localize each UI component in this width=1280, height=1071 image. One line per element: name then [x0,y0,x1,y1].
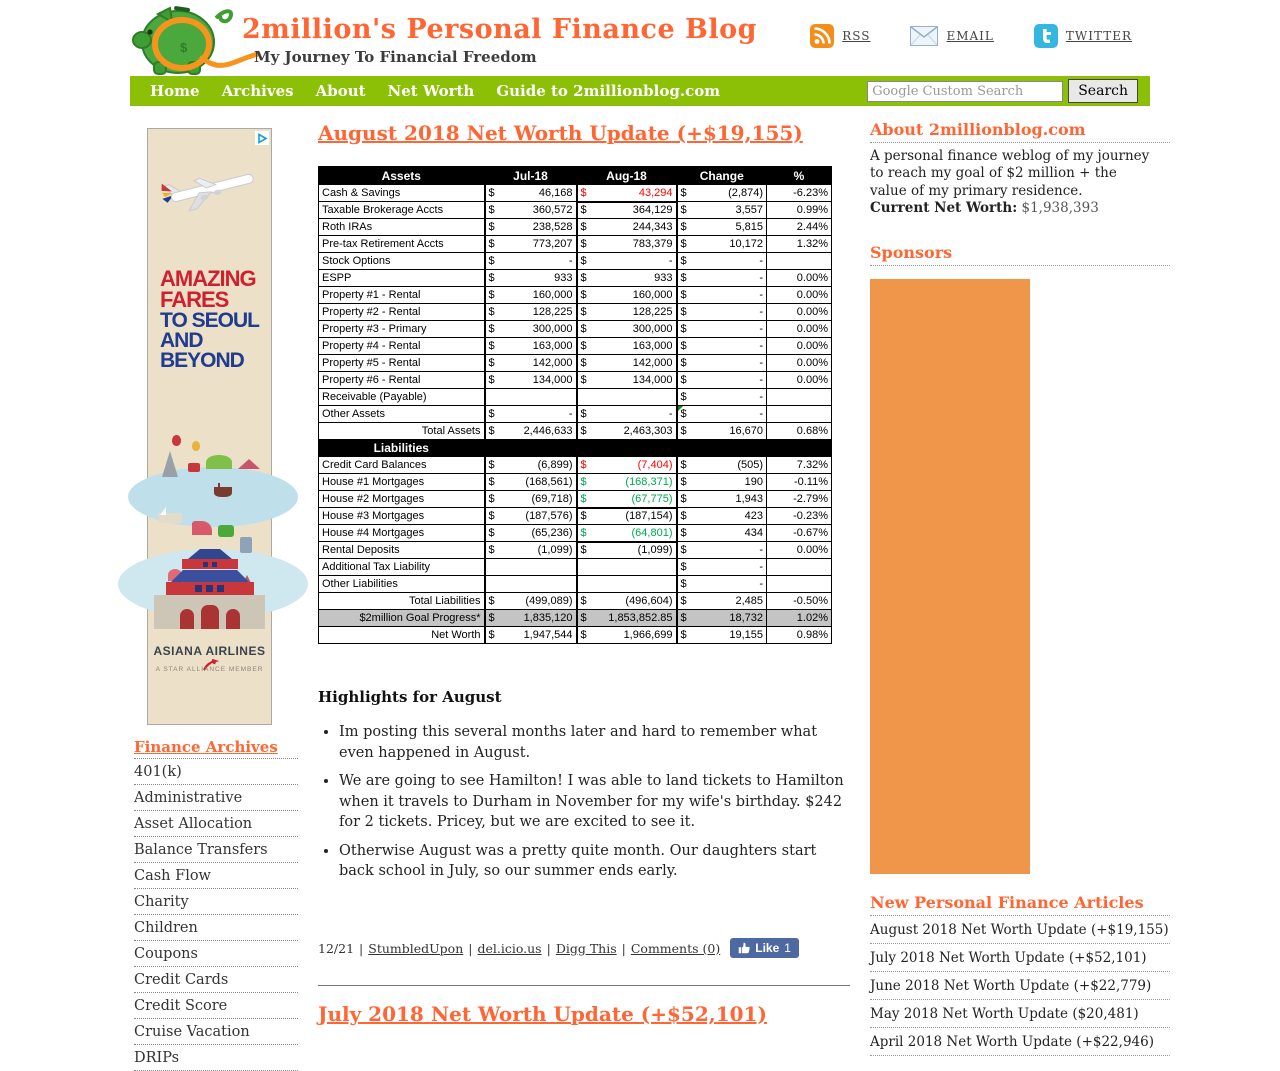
amount-cell: $ - [677,338,767,355]
amount-cell: $ 10,172 [677,236,767,253]
table-row [319,202,832,219]
amount-cell: $ 244,343 [577,219,677,236]
percent-cell: -0.50% [767,593,832,610]
table-row [319,185,832,202]
col-header-aug: Aug-18 [577,167,677,185]
ad-headline-line: BEYOND [160,348,244,372]
nav-item[interactable]: About [315,82,366,100]
amount-cell: $ (496,604) [577,593,677,610]
amount-cell: $ 5,815 [677,219,767,236]
col-header-pct: % [767,167,832,185]
post-title-august[interactable]: August 2018 Net Worth Update (+$19,155) [318,121,803,145]
row-label: Credit Card Balances [319,457,485,474]
left-sidebar [130,106,302,1071]
amount-cell: $ - [677,559,767,576]
articles-list [870,916,1170,1056]
finance-archive-item[interactable]: Credit Score [134,993,298,1019]
table-row [319,423,832,440]
piggy-bank-logo-svg [130,0,260,76]
search-input[interactable] [867,81,1063,102]
row-label: Total Liabilities [319,593,485,610]
percent-cell: 1.32% [767,236,832,253]
amount-cell: $ (69,718) [485,491,577,508]
share-link[interactable]: StumbledUpon [368,940,464,956]
amount-cell: $ 783,379 [577,236,677,253]
row-label: Other Assets [319,406,485,423]
current-net-worth [870,200,1170,216]
row-label: Property #1 - Rental [319,287,485,304]
separator: | [546,940,551,956]
table-row [319,236,832,253]
finance-archives [134,737,298,1071]
amount-cell: $ 19,155 [677,627,767,644]
percent-cell [767,253,832,270]
ad-headline-line: TO SEOUL [160,308,259,332]
finance-archives-list [134,759,298,1071]
amount-cell: $ (499,089) [485,593,577,610]
separator: | [359,940,364,956]
table-row [319,372,832,389]
sponsor-ad-placeholder[interactable] [870,279,1030,874]
nav-item[interactable]: Net Worth [387,82,475,100]
amount-cell: $ 1,853,852.85 [577,610,677,627]
finance-archive-item[interactable]: Coupons [134,941,298,967]
amount-cell: $ 160,000 [485,287,577,304]
amount-cell: $ - [677,253,767,270]
about-text: A personal finance weblog of my journey to reach my goal of $2 million + the value of my primary residence. [870,148,1150,199]
social-links [810,0,1150,48]
rss-link-group [810,24,870,48]
finance-archive-item[interactable]: Cruise Vacation [134,1019,298,1045]
percent-cell: -2.79% [767,491,832,508]
amount-cell: $ (187,576) [485,508,577,525]
amount-cell: $ (64,801) [577,525,677,542]
amount-cell: $ 434 [677,525,767,542]
nav-items [130,82,731,100]
amount-cell: $ - [677,372,767,389]
percent-cell: 0.00% [767,338,832,355]
article-link[interactable]: August 2018 Net Worth Update (+$19,155) [870,916,1170,944]
table-row [319,287,832,304]
amount-cell: $ 16,670 [677,423,767,440]
table-header-row [319,167,832,185]
row-label: House #1 Mortgages [319,474,485,491]
highlight-item: • Otherwise August was a pretty quite month. Our daughters start back school in July, so our summer ends early. [339,841,850,882]
amount-cell: $ 773,207 [485,236,577,253]
amount-cell [577,559,677,576]
content-columns [130,106,1169,1071]
percent-cell: 0.00% [767,287,832,304]
row-label: House #2 Mortgages [319,491,485,508]
blog-title[interactable]: 2million's Personal Finance Blog [242,14,758,45]
table-row [319,610,832,627]
amount-cell [577,389,677,406]
row-label: Property #4 - Rental [319,338,485,355]
amount-cell: $ 423 [677,508,767,525]
percent-cell [767,576,832,593]
amount-cell: $ - [677,287,767,304]
col-header-assets: Assets [319,167,485,185]
row-label: ESPP [319,270,485,287]
amount-cell [485,576,577,593]
net-worth-table [318,166,832,644]
facebook-like-button[interactable]: Like 1 [730,938,799,958]
nav-item[interactable]: Home [150,82,200,100]
row-label: Total Assets [319,423,485,440]
finance-archive-item[interactable]: Children [134,915,298,941]
twitter-link[interactable]: TWITTER [1065,29,1132,43]
current-net-worth-label: Current Net Worth: [870,199,1018,216]
share-link[interactable]: Digg This [555,940,617,956]
amount-cell: $ 142,000 [485,355,577,372]
table-row [319,593,832,610]
amount-cell: $ 1,966,699 [577,627,677,644]
main-nav [130,76,1150,106]
nav-item[interactable]: Archives [221,82,294,100]
finance-archive-item[interactable]: Credit Cards [134,967,298,993]
amount-cell: $ 933 [485,270,577,287]
email-link-group [910,26,993,46]
table-row [319,338,832,355]
highlight-item: • Im posting this several months later and hard to remember what even happened in August. [339,722,850,763]
amount-cell: $ 3,557 [677,202,767,219]
ad-headline-line: AND [160,328,203,352]
percent-cell: 0.99% [767,202,832,219]
twitter-icon[interactable] [1034,24,1058,48]
email-icon[interactable] [910,26,938,46]
table-row [319,525,832,542]
right-sidebar [870,106,1170,1056]
table-row [319,355,832,372]
amount-cell: $ - [677,321,767,338]
col-header-change: Change [677,167,767,185]
amount-cell [485,559,577,576]
nav-item[interactable]: Guide to 2millionblog.com [496,82,721,100]
twitter-link-group [1034,24,1132,48]
row-label: Receivable (Payable) [319,389,485,406]
highlight-item: • We are going to see Hamilton! I was able to land tickets to Hamilton when it travels to Durham in November for my wife's birthday. $242 for 2 tickets. Pricey, but we are excited to see it. [339,771,850,833]
percent-cell: 7.32% [767,457,832,474]
finance-archive-item[interactable]: 401(k) [134,759,298,785]
row-label: Other Liabilities [319,576,485,593]
asiana-airlines-ad[interactable] [147,128,272,725]
amount-cell: $ 1,943 [677,491,767,508]
nav-search [867,79,1150,103]
percent-cell: 2.44% [767,219,832,236]
percent-cell: 0.00% [767,270,832,287]
amount-cell: $ - [677,576,767,593]
article-link[interactable]: April 2018 Net Worth Update (+$22,946) [870,1028,1170,1056]
row-label: Property #2 - Rental [319,304,485,321]
amount-cell: $ 190 [677,474,767,491]
table-row [319,321,832,338]
amount-cell: $ 128,225 [577,304,677,321]
percent-cell: -6.23% [767,185,832,202]
ad-headline [160,266,259,372]
finance-archive-item[interactable]: Administrative [134,785,298,811]
amount-cell [577,576,677,593]
percent-cell: 0.00% [767,321,832,338]
ad-palace-illustration [154,549,265,629]
amount-cell: $ 2,446,633 [485,423,577,440]
row-label: Pre-tax Retirement Accts [319,236,485,253]
row-label: House #4 Mortgages [319,525,485,542]
ad-brand: ASIANA AIRLINES [148,644,271,672]
table-row [319,304,832,321]
post-footer [318,938,850,958]
site-header [130,0,1150,76]
post-divider [318,985,850,986]
adchoices-icon[interactable] [255,131,269,145]
rss-link[interactable]: RSS [842,29,871,43]
amount-cell: $ 134,000 [485,372,577,389]
row-label: Stock Options [319,253,485,270]
table-row [319,406,832,423]
row-label: Property #6 - Rental [319,372,485,389]
amount-cell: $ 1,947,544 [485,627,577,644]
finance-archive-item[interactable]: Cash Flow [134,863,298,889]
amount-cell: $ 2,485 [677,593,767,610]
amount-cell: $ - [677,389,767,406]
amount-cell: $ 142,000 [577,355,677,372]
percent-cell [767,559,832,576]
title-block [242,0,757,66]
separator: | [621,940,626,956]
highlights-list [339,722,850,882]
table-row [319,270,832,287]
article-link[interactable]: May 2018 Net Worth Update ($20,481) [870,1000,1170,1028]
percent-cell: 0.00% [767,372,832,389]
table-row [319,219,832,236]
article-link[interactable]: July 2018 Net Worth Update (+$52,101) [870,944,1170,972]
table-row [319,627,832,644]
table-row [319,491,832,508]
amount-cell: $ (2,874) [677,185,767,202]
row-label: Additional Tax Liability [319,559,485,576]
amount-cell: $ - [485,406,577,423]
percent-cell: -0.67% [767,525,832,542]
table-row [319,576,832,593]
amount-cell: $ - [677,270,767,287]
rss-icon[interactable] [810,24,834,48]
row-label: Net Worth [319,627,485,644]
highlights-heading: Highlights for August [318,688,502,706]
about-heading: About 2millionblog.com [870,120,1170,143]
amount-cell: $ 128,225 [485,304,577,321]
ad-headline-line: AMAZING [160,266,256,291]
amount-cell: $ (168,371) [577,474,677,491]
percent-cell: 0.00% [767,542,832,559]
amount-cell: $ 18,732 [677,610,767,627]
amount-cell: $ (67,775) [577,491,677,508]
blog-subtitle: My Journey To Financial Freedom [254,48,537,66]
amount-cell: $ 163,000 [577,338,677,355]
row-label: Roth IRAs [319,219,485,236]
amount-cell: $ (505) [677,457,767,474]
percent-cell: 0.00% [767,304,832,321]
amount-cell: $ - [577,406,677,423]
col-header-jul: Jul-18 [485,167,577,185]
table-row [319,253,832,270]
amount-cell: $ 300,000 [577,321,677,338]
finance-archive-item[interactable]: Balance Transfers [134,837,298,863]
amount-cell: $ 1,835,120 [485,610,577,627]
current-net-worth-link[interactable]: $1,938,393 [1021,199,1099,216]
amount-cell: $ (6,899) [485,457,577,474]
amount-cell: $ (1,099) [485,542,577,559]
amount-cell: $ 300,000 [485,321,577,338]
search-button[interactable]: Search [1068,79,1138,103]
amount-cell: $ 163,000 [485,338,577,355]
amount-cell: $ 933 [577,270,677,287]
percent-cell: -0.23% [767,508,832,525]
row-label: Property #3 - Primary [319,321,485,338]
amount-cell: $ 360,572 [485,202,577,219]
table-row [319,389,832,406]
finance-archives-heading[interactable]: Finance Archives [134,738,278,756]
row-label: Cash & Savings [319,185,485,202]
percent-cell: 0.68% [767,423,832,440]
table-row [319,457,832,474]
amount-cell: $ (65,236) [485,525,577,542]
amount-cell: $ 134,000 [577,372,677,389]
finance-archive-item[interactable]: Charity [134,889,298,915]
share-link[interactable]: Comments (0) [630,940,721,956]
post-footer-links [354,941,720,956]
svg-text:$: $ [180,40,188,55]
share-link[interactable]: del.icio.us [477,940,542,956]
percent-cell: 1.02% [767,610,832,627]
table-row [319,559,832,576]
row-label: Property #5 - Rental [319,355,485,372]
row-label: Taxable Brokerage Accts [319,202,485,219]
row-label: $2million Goal Progress* [319,610,485,627]
finance-archive-item[interactable]: DRIPs [134,1045,298,1071]
percent-cell: 0.98% [767,627,832,644]
article-link[interactable]: June 2018 Net Worth Update (+$22,779) [870,972,1170,1000]
page-container [130,0,1169,1071]
table-row [319,508,832,525]
percent-cell [767,406,832,423]
table-row [319,474,832,491]
row-label: Rental Deposits [319,542,485,559]
finance-archive-item[interactable]: Asset Allocation [134,811,298,837]
amount-cell: $ - [677,542,767,559]
amount-cell: $ 46,168 [485,185,577,202]
amount-cell: $ - [677,304,767,321]
amount-cell: $ (187,154) [577,508,677,525]
post-title-july[interactable]: July 2018 Net Worth Update (+$52,101) [318,1002,767,1027]
amount-cell: $ 160,000 [577,287,677,304]
percent-cell: -0.11% [767,474,832,491]
liabilities-section-header: Liabilities [319,440,832,457]
amount-cell: $ (7,404) [577,457,677,474]
amount-cell: $ - [485,253,577,270]
post-date: 12/21 [318,940,355,956]
percent-cell: 0.00% [767,355,832,372]
email-link[interactable]: EMAIL [946,29,994,43]
amount-cell [485,389,577,406]
amount-cell: $ (168,561) [485,474,577,491]
table-row [319,542,832,559]
row-label: House #3 Mortgages [319,508,485,525]
airplane-illustration [158,157,262,222]
separator: | [468,940,473,956]
articles-heading: New Personal Finance Articles [870,893,1170,916]
amount-cell: $ - [677,355,767,372]
amount-cell: $ 364,129 [577,202,677,219]
amount-cell: $ 43,294 [577,185,677,202]
thumbs-up-icon [738,942,750,954]
ad-subbrand: A STAR ALLIANCE MEMBER [155,666,264,673]
amount-cell: $ (1,099) [577,542,677,559]
amount-cell: $ 2,463,303 [577,423,677,440]
amount-cell: $ 238,528 [485,219,577,236]
piggy-bank-logo[interactable] [130,0,248,76]
sponsors-heading: Sponsors [870,243,1170,266]
percent-cell [767,389,832,406]
amount-cell: $ - [677,406,767,423]
about-box [870,120,1170,216]
amount-cell: $ - [577,253,677,270]
ad-headline-line: FARES [160,286,229,312]
main-content [318,106,850,1026]
